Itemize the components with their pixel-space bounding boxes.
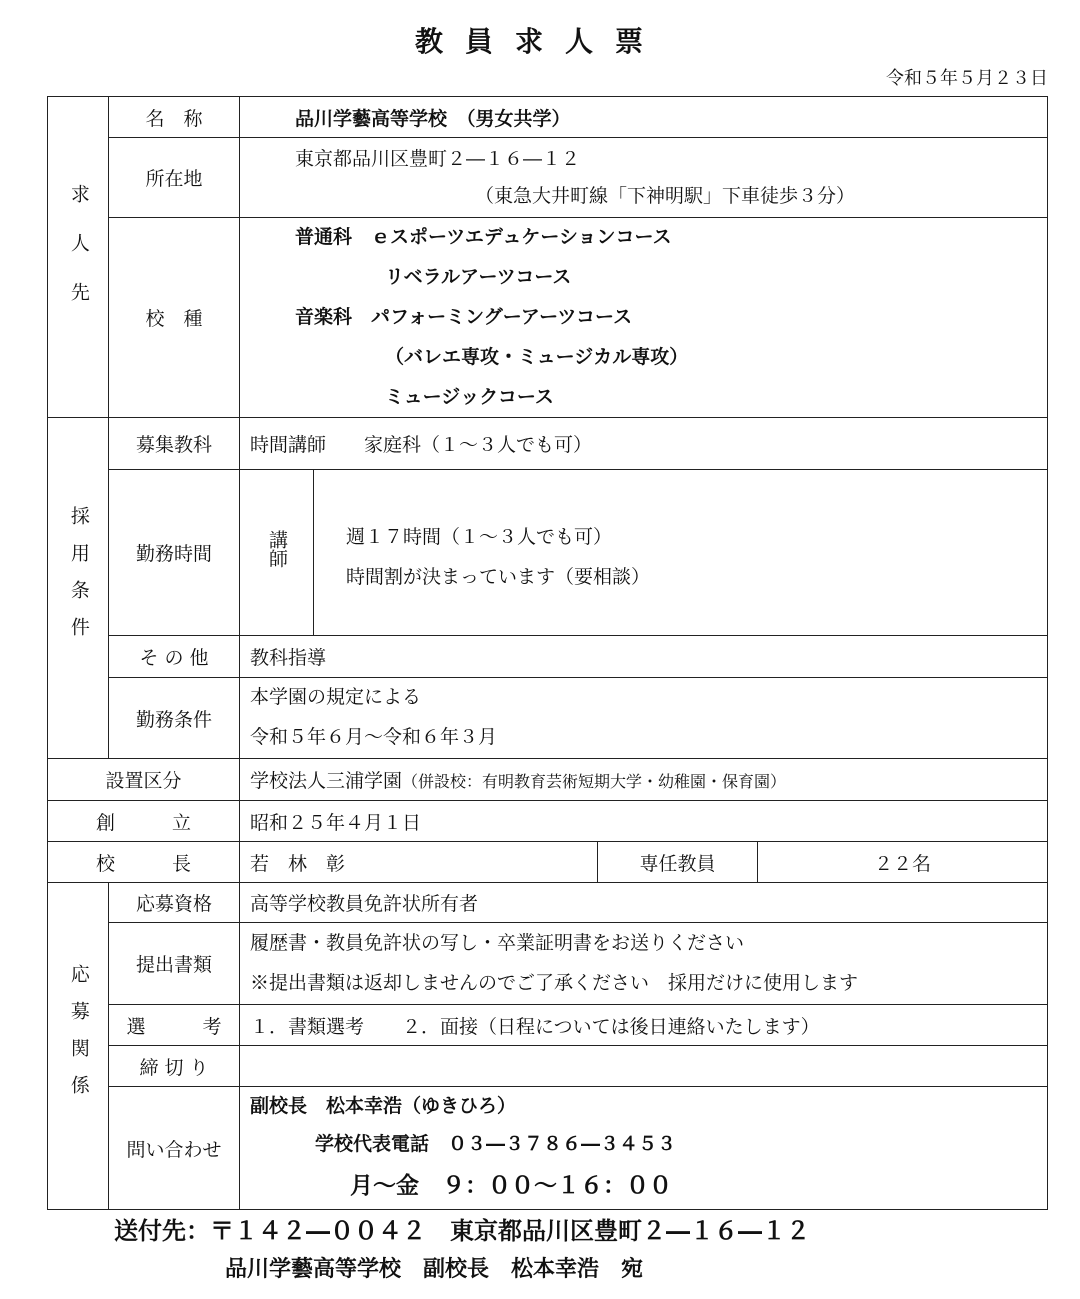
label-school-type: 校 種 bbox=[109, 218, 240, 418]
label-establish: 設置区分 bbox=[48, 759, 240, 801]
establish-note: （併設校：有明教育芸術短期大学・幼稚園・保育園） bbox=[402, 772, 787, 792]
contact-person: 副校長 松本幸浩（ゆきひろ） bbox=[250, 1095, 517, 1118]
label-deadline: 締 切 り bbox=[109, 1046, 240, 1087]
label-teachers: 専任教員 bbox=[598, 842, 758, 883]
group-oubo bbox=[48, 883, 109, 1210]
group-kyujin-label: 求人先 bbox=[67, 183, 90, 331]
course-liberal: リベラルアーツコース bbox=[385, 265, 572, 288]
value-hours bbox=[314, 470, 1048, 636]
course-music: ミュージックコース bbox=[385, 385, 554, 408]
hours-sub-label bbox=[240, 470, 314, 636]
label-principal: 校 長 bbox=[48, 842, 240, 883]
issue-date: 令和５年５月２３日 bbox=[886, 68, 1048, 89]
label-name: 名 称 bbox=[109, 97, 240, 138]
course-performing: パフォーミングーアーツコース bbox=[371, 305, 633, 328]
conditions-period: 令和５年６月～令和６年３月 bbox=[250, 726, 498, 749]
label-contact: 問い合わせ bbox=[109, 1087, 240, 1210]
value-school-type bbox=[240, 218, 1048, 418]
value-qualification: 高等学校教員免許状所有者 bbox=[240, 883, 1048, 923]
label-other: そ の 他 bbox=[109, 636, 240, 678]
label-location: 所在地 bbox=[109, 138, 240, 218]
value-principal: 若 林 彰 bbox=[240, 842, 598, 883]
label-conditions: 勤務条件 bbox=[109, 678, 240, 759]
group-saiyo-label: 採用条件 bbox=[67, 506, 90, 654]
value-other: 教科指導 bbox=[240, 636, 1048, 678]
label-hours: 勤務時間 bbox=[109, 470, 240, 636]
documents-list: 履歴書・教員免許状の写し・卒業証明書をお送りください bbox=[250, 931, 745, 954]
label-documents: 提出書類 bbox=[109, 923, 240, 1005]
group-saiyo bbox=[48, 418, 109, 759]
value-subject: 時間講師 家庭科（１～３人でも可） bbox=[240, 418, 1048, 470]
location-address: 東京都品川区豊町２―１６―１２ bbox=[295, 148, 581, 171]
label-selection: 選 考 bbox=[109, 1005, 240, 1046]
dept-futsu: 普通科 bbox=[295, 226, 353, 248]
documents-note: ※提出書類は返却しませんのでご了承ください 採用だけに使用します bbox=[250, 971, 859, 994]
label-qualification: 応募資格 bbox=[109, 883, 240, 923]
course-esports: ｅスポーツエデュケーションコース bbox=[371, 226, 672, 248]
value-deadline bbox=[240, 1046, 1048, 1087]
label-founded: 創 立 bbox=[48, 801, 240, 842]
establish-name: 学校法人三浦学園 bbox=[250, 770, 403, 793]
job-table bbox=[47, 96, 1048, 1210]
label-subject: 募集教科 bbox=[109, 418, 240, 470]
contact-hours: 月～金 ９：００～１６：００ bbox=[350, 1172, 672, 1200]
value-documents bbox=[240, 923, 1048, 1005]
group-oubo-label: 応募関係 bbox=[67, 963, 90, 1112]
value-founded: 昭和２５年４月１日 bbox=[240, 801, 1048, 842]
value-teachers: ２２名 bbox=[758, 842, 1048, 883]
group-kyujin bbox=[48, 97, 109, 418]
value-name: 品川学藝高等学校 （男女共学） bbox=[240, 97, 1048, 138]
page-title: 教員求人票 bbox=[414, 25, 665, 58]
course-performing-majors: （バレエ専攻・ミュージカル専攻） bbox=[385, 345, 689, 368]
hours-sub-text: 講師 bbox=[266, 530, 288, 569]
value-conditions bbox=[240, 678, 1048, 759]
hours-schedule: 時間割が決まっています（要相談） bbox=[346, 566, 651, 589]
mail-recipient: 品川学藝高等学校 副校長 松本幸浩 宛 bbox=[225, 1256, 644, 1282]
location-access: （東急大井町線「下神明駅」下車徒歩３分） bbox=[475, 184, 856, 207]
hours-weekly: 週１７時間（１～３人でも可） bbox=[346, 526, 613, 549]
value-selection: １．書類選考 ２．面接（日程については後日連絡いたします） bbox=[240, 1005, 1048, 1046]
contact-phone: 学校代表電話 ０３―３７８６―３４５３ bbox=[315, 1133, 677, 1156]
conditions-rule: 本学園の規定による bbox=[250, 686, 422, 709]
value-contact bbox=[240, 1087, 1048, 1210]
mail-address: 送付先：〒１４２―００４２ 東京都品川区豊町２―１６―１２ bbox=[114, 1216, 810, 1245]
value-establish bbox=[240, 759, 1048, 801]
value-location bbox=[240, 138, 1048, 218]
dept-ongaku: 音楽科 bbox=[295, 305, 353, 328]
